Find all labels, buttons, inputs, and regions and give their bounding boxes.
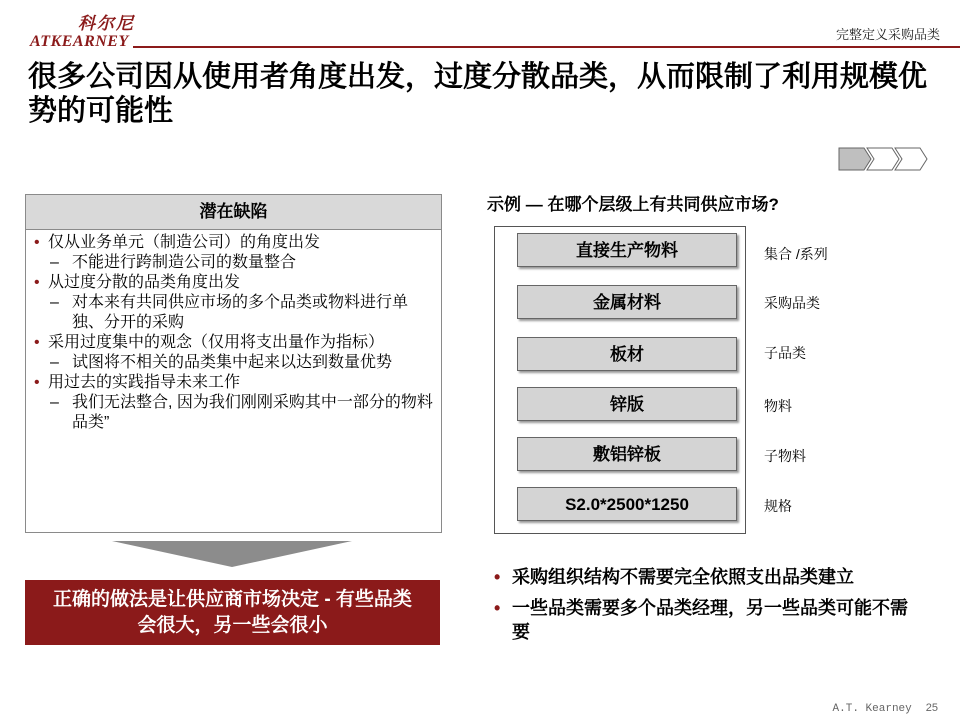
key-points-list xyxy=(494,565,924,651)
footer-company: A.T. Kearney xyxy=(832,703,912,715)
sub-item: – 不能进行跨制造公司的数量整合 xyxy=(50,254,297,271)
list-item: • 从过度分散的品类角度出发 xyxy=(34,274,241,291)
example-title: 示例 — 在哪个层级上有共同供应市场? xyxy=(487,195,779,214)
conclusion-text: 正确的做法是让供应商市场决定 - 有些品类会很大，另一些会很小 xyxy=(53,588,412,636)
list-item: • 一些品类需要多个品类经理，另一些品类可能不需要 xyxy=(494,598,908,642)
defects-header: 潜在缺陷 xyxy=(26,195,441,230)
level-bar: S2.0*2500*1250 xyxy=(517,487,737,521)
page-number: 25 xyxy=(925,702,938,714)
levels-panel xyxy=(494,226,746,534)
defects-list xyxy=(34,233,434,433)
logo-english: ATKEARNEY xyxy=(30,33,129,50)
level-label: 物料 xyxy=(764,398,792,414)
level-label: 集合 /系列 xyxy=(764,246,828,262)
potential-defects-panel xyxy=(25,194,442,533)
conclusion-box xyxy=(25,580,440,645)
level-bar: 锌版 xyxy=(517,387,737,421)
header-divider xyxy=(133,46,960,48)
level-label: 子物料 xyxy=(764,448,806,464)
level-bar: 敷铝锌板 xyxy=(517,437,737,471)
down-arrow-icon xyxy=(112,541,352,572)
level-label: 采购品类 xyxy=(764,295,820,311)
level-bar: 直接生产物料 xyxy=(517,233,737,267)
sub-item: – 对本来有共同供应市场的多个品类或物料进行单独、分开的采购 xyxy=(50,294,409,331)
sub-item: – 试图将不相关的品类集中起来以达到数量优势 xyxy=(50,354,393,371)
list-item: • 采购组织结构不需要完全依照支出品类建立 xyxy=(494,567,854,587)
sub-item: – 我们无法整合, 因为我们刚刚采购其中一部分的物料品类” xyxy=(50,394,433,431)
list-item: • 仅从业务单元（制造公司）的角度出发 xyxy=(34,234,321,251)
list-item: • 采用过度集中的观念（仅用将支出量作为指标） xyxy=(34,334,385,351)
logo-chinese: 科尔尼 xyxy=(78,14,135,34)
level-label: 规格 xyxy=(764,498,792,514)
list-item: • 用过去的实践指导未来工作 xyxy=(34,374,241,391)
footer xyxy=(833,702,938,715)
section-label: 完整定义采购品类 xyxy=(835,27,940,42)
level-label: 子品类 xyxy=(764,345,806,361)
page-title: 很多公司因从使用者角度出发，过度分散品类，从而限制了利用规模优势的可能性 xyxy=(28,61,928,127)
chevron-progress-icon xyxy=(838,146,938,177)
level-bar: 金属材料 xyxy=(517,285,737,319)
level-bar: 板材 xyxy=(517,337,737,371)
